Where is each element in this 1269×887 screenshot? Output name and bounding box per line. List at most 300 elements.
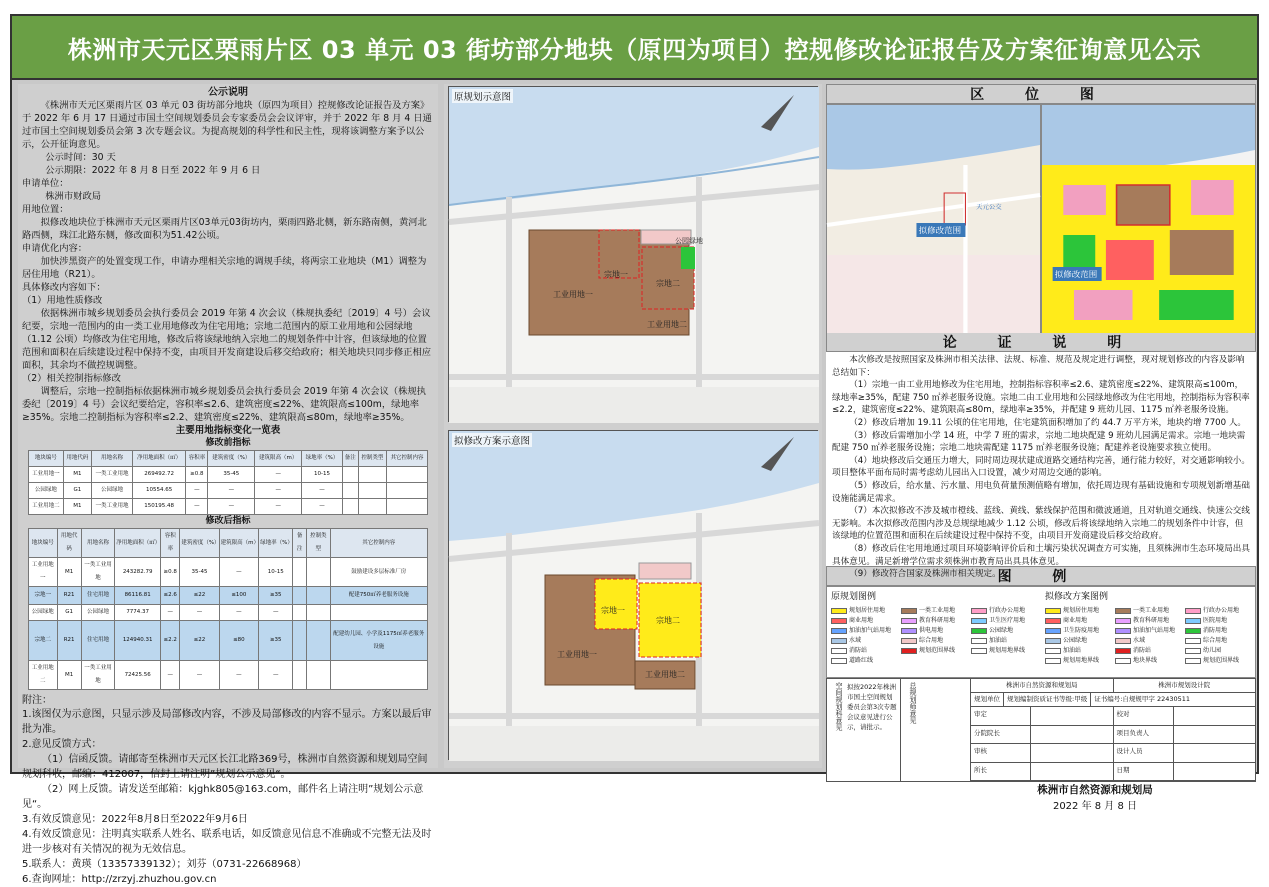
legend-label: 加油加气站用地 (849, 627, 892, 634)
legend-swatch (901, 618, 917, 624)
footer-date: 2022 年 8 月 8 日 (1052, 801, 1138, 812)
argument-item: （5）修改后，给水量、污水量、用电负荷量预测值略有增加，依托周边现有基础设施和专项规划新增基础设施能满足需求。 (832, 480, 1250, 504)
legend-item (1045, 635, 1111, 644)
table-cell: — (219, 661, 258, 690)
legend-item (1115, 655, 1181, 664)
table-cell: ≤80 (219, 621, 258, 661)
table-row (29, 661, 428, 690)
legend-swatch (971, 638, 987, 644)
table-row (29, 483, 428, 499)
map-column (444, 84, 822, 768)
table-cell (358, 483, 386, 499)
proposed-map-label: 拟修改方案示意图 (452, 433, 532, 447)
location-maps (826, 104, 1256, 332)
location-marker-left: 拟修改范围 (918, 225, 962, 235)
table-cell: ≥0.8 (161, 558, 180, 587)
table-main-title: 主要用地指标变化一览表 (175, 425, 281, 436)
legend-label: 教育科研用地 (1133, 617, 1170, 624)
notice-board (10, 14, 1259, 885)
legend-swatch (971, 628, 987, 634)
table-cell: ≤22 (180, 621, 219, 661)
table-cell: 35-45 (208, 467, 255, 483)
legend-label: 规划用地界线 (989, 647, 1026, 654)
table-cell: 配建750㎡养老服务设施 (330, 587, 428, 605)
titleblock-row (971, 726, 1255, 745)
table-cell: ≤2.6 (161, 587, 180, 605)
titleblock-row-label: 审核 (971, 744, 1031, 762)
table-cell: — (219, 558, 258, 587)
table-cell (342, 499, 358, 515)
legend-label: 规划范围界线 (1203, 657, 1240, 664)
legend-item (971, 645, 1037, 654)
table-header-cell: 容积率 (186, 451, 208, 467)
legend-item (901, 645, 967, 654)
table-after (28, 528, 428, 690)
titleblock-unit-row (971, 693, 1255, 707)
table-cell: — (161, 605, 180, 621)
legend-item (1045, 645, 1111, 654)
table-cell (330, 605, 428, 621)
table-cell (330, 661, 428, 690)
legend-label: 规划居住用地 (849, 607, 886, 614)
table-header-cell: 用地代码 (63, 451, 91, 467)
legend-item (1045, 605, 1111, 614)
titleblock-org: 株洲市自然资源和规划局 (971, 679, 1114, 692)
table-cell (306, 621, 330, 661)
legend-swatch (1115, 608, 1131, 614)
legend-label: 卫生医疗用地 (989, 617, 1026, 624)
table-cell: 10-15 (259, 558, 293, 587)
table-cell: 公园绿地 (92, 483, 133, 499)
location-map-right-svg (1042, 105, 1255, 333)
legend-item (1185, 655, 1251, 664)
appendix-note-3: 3.有效反馈意见：2022年8月8日至2022年9月6日 (22, 814, 248, 825)
chief-cell (901, 679, 971, 781)
legend-label: 规划用地界线 (1063, 657, 1100, 664)
appendix-note-4: 4.有效反馈意见：注明真实联系人姓名、联系电话，如反馈意见信息不准确或不完整无法及时进一步核对有关情况的视为无效信息。 (22, 829, 432, 855)
table-cell (306, 587, 330, 605)
table-cell: — (161, 661, 180, 690)
location-text: 拟修改地块位于株洲市天元区栗雨片区03单元03街坊内，栗雨四路北侧，新东路南侧，黄河北路西侧，珠江北路东侧，修改面积为51.42公顷。 (22, 217, 427, 241)
table-cell: 工业用地一 (29, 467, 64, 483)
table-header-cell: 绿地率（%） (302, 451, 343, 467)
appendix-note-6: 6.查询网址：http://zrzyj.zhuzhou.gov.cn (22, 874, 217, 885)
titleblock-right (971, 679, 1255, 781)
legend-label: 一类工业用地 (1133, 607, 1170, 614)
legend-swatch (971, 618, 987, 624)
table-cell: M1 (63, 499, 91, 515)
parcel1-proposed (595, 579, 637, 629)
park-label-original: 公园绿地 (675, 237, 703, 245)
table-header-cell: 备注 (293, 529, 307, 558)
legend-label: 消防站 (849, 647, 868, 654)
appendix-note-5: 5.联系人：黄瑛（13357339132）；刘芬（0731-22668968） (22, 859, 307, 870)
table-cell: — (255, 499, 302, 515)
legend-swatch (1045, 658, 1061, 664)
titleblock-row-label2: 设计人员 (1114, 744, 1174, 762)
table-header-cell: 建筑限高（m） (255, 451, 302, 467)
legend-label: 道路红线 (849, 657, 874, 664)
table-header-cell: 用地名称 (92, 451, 133, 467)
legend-swatch (1045, 628, 1061, 634)
legend-swatch (1045, 608, 1061, 614)
notice-panel (18, 84, 438, 885)
legend-label: 一类工业用地 (919, 607, 956, 614)
legend-proposed-title: 拟修改方案图例 (1045, 592, 1109, 602)
table-cell: — (180, 661, 219, 690)
table-cell: — (255, 467, 302, 483)
legend-item (831, 625, 897, 634)
table-cell: — (255, 483, 302, 499)
legend-label: 规划范围界线 (919, 647, 956, 654)
legend-item (1185, 605, 1251, 614)
industry2-label-original: 工业用地二 (647, 320, 687, 329)
argument-item: （3）修改后需增加小学 14 班，中学 7 班的需求，宗地二地块配建 9 班幼儿园满足需求。宗地一地块需配建 750 ㎡养老服务设施；宗地二地块需配建 1175 ㎡养老服务设施；配建养老设施要求独立使用。 (832, 430, 1246, 454)
legend-label: 综合用地 (1203, 637, 1228, 644)
table-cell (387, 483, 428, 499)
legend-swatch (901, 608, 917, 614)
legend-label: 加油站 (989, 637, 1008, 644)
table-header-cell: 地块编号 (29, 529, 58, 558)
table-cell: 配建幼儿园、小学及1175㎡养老服务设施 (330, 621, 428, 661)
sub2-heading: （2）相关控制指标修改 (22, 373, 121, 384)
legend-item (1115, 645, 1181, 654)
table-cell: 10554.65 (132, 483, 185, 499)
argument-item: （9）修改符合国家及株洲市相关规定。 (849, 569, 1001, 580)
table-cell: 一类工业用地 (92, 467, 133, 483)
table-cell (306, 558, 330, 587)
titleblock-rows (971, 707, 1255, 781)
table-cell (293, 605, 307, 621)
legend-item (831, 635, 897, 644)
legend-label: 供电用地 (919, 627, 944, 634)
legend-label: 商业用地 (1063, 617, 1088, 624)
legend (826, 586, 1256, 678)
table-cell (387, 499, 428, 515)
legend-label: 教育科研用地 (919, 617, 956, 624)
table-header-cell: 绿地率（%） (259, 529, 293, 558)
legend-label: 加油站 (1063, 647, 1082, 654)
legend-swatch (1115, 628, 1131, 634)
legend-swatch (1115, 618, 1131, 624)
table-header-cell: 建筑限高（m） (219, 529, 258, 558)
legend-swatch (1185, 608, 1201, 614)
argument-item: （1）宗地一由工业用地修改为住宅用地，控制指标容积率≤2.6、建筑密度≤22%、建筑限高≤100m，绿地率≥35%，配建 750 ㎡养老服务设施。宗地二由工业用地和公园绿地修改为住宅用地，控制指标为容积率≤2.2，建筑密度≤22%、建筑限高≤80m，绿地率≥35%，并配建 9 班幼儿园、1175 ㎡养老服务设施。 (832, 380, 1250, 416)
table-cell: ≥35 (259, 621, 293, 661)
legend-item (971, 615, 1037, 624)
table-cell: 86116.81 (115, 587, 161, 605)
legend-item (1115, 635, 1181, 644)
legend-item (1185, 625, 1251, 634)
legend-label: 水域 (849, 637, 862, 644)
table-cell: ≤100 (219, 587, 258, 605)
industry2-label-proposed: 工业用地二 (645, 670, 685, 679)
legend-swatch (1115, 658, 1131, 664)
table-cell: ≥0.8 (186, 467, 208, 483)
table-cell: 工业用地一 (29, 558, 58, 587)
legend-swatch (1045, 638, 1061, 644)
table-header-cell: 控制类型 (358, 451, 386, 467)
legend-swatch (1185, 658, 1201, 664)
opinion-cell (827, 679, 901, 781)
legend-swatch (831, 608, 847, 614)
legend-item (1115, 615, 1181, 624)
legend-swatch (831, 618, 847, 624)
table-cell: 鼓励建设多层标准厂房 (330, 558, 428, 587)
table-cell: R21 (57, 587, 81, 605)
parcel1-label-proposed: 宗地一 (601, 606, 625, 615)
sub1-text: 依据株洲市城乡规划委员会执行委员会 2019 年第 4 次会议（株规执委纪〔2019〕4 号）会议纪要，宗地一范围内的由一类工业用地修改为住宅用地；宗地二范围内的原工业用地和公园绿地（1.12 公顷）均修改为住宅用地，修改后将该绿地纳入宗地二的规划条件中计容，但该绿地的位置范围和面积在后续建设过程中保持不变，由项目开发商建设后移交给政府；相关地块只同步修正相应面积，其余均不做控规调整。 (22, 308, 432, 371)
table-cell: 工业用地二 (29, 661, 58, 690)
original-plan-map (448, 86, 818, 422)
notice-heading: 公示说明 (208, 87, 248, 98)
legend-proposed (1041, 587, 1255, 677)
table-cell (306, 661, 330, 690)
legend-item (971, 625, 1037, 634)
table-cell: ≤2.2 (161, 621, 180, 661)
table-cell (293, 621, 307, 661)
legend-item (1115, 625, 1181, 634)
park-original (681, 247, 695, 269)
applicant-value: 株洲市财政局 (45, 191, 102, 202)
table-cell (342, 467, 358, 483)
notice-period-dates: 公示期限：2022 年 8 月 8 日至 2022 年 9 月 6 日 (45, 165, 261, 176)
table-cell: G1 (63, 483, 91, 499)
legend-swatch (901, 638, 917, 644)
opinion-title: 空间规划科意见 (835, 682, 843, 731)
table-cell: 一类工业用地 (81, 661, 115, 690)
table-cell: 243282.79 (115, 558, 161, 587)
table-cell: 一类工业用地 (92, 499, 133, 515)
legend-item (1045, 615, 1111, 624)
argument-heading: 论 证 说 明 (826, 332, 1256, 352)
titleblock-cert: 证书编号:自规规甲字 22430511 (1094, 695, 1191, 703)
argument-item: （7）本次拟修改不涉及城市橙线、蓝线、黄线、紫线保护范围和微波通道，且对轨道交通线、快速公交线无影响。本次拟修改范围内涉及总规绿地减少 1.12 公顷，修改后将该绿地纳入宗地二的规划条件中计容，但该绿地的位置范围和面积在后续建设过程中保持不变，由项目开发商建设后移交给政府。 (832, 506, 1250, 542)
legend-label: 行政办公用地 (1203, 607, 1240, 614)
table-header-cell: 地块编号 (29, 451, 64, 467)
titleblock-header (971, 679, 1255, 693)
argument-item: （8）修改后住宅用地通过项目环境影响评价后和土壤污染状况调查方可实施，且须株洲市生态环境局出具具体意见。满足新增学位需求须株洲市教育局出具具体意见。 (832, 543, 1250, 567)
table-cell: 宗地一 (29, 587, 58, 605)
table-cell: 124940.31 (115, 621, 161, 661)
page-title: 株洲市天元区栗雨片区 03 单元 03 街坊部分地块（原四为项目）控规修改论证报告及方案征询意见公示 (12, 16, 1257, 80)
applicant-label: 申请单位： (22, 178, 69, 189)
legend-item (901, 635, 967, 644)
table-cell: 269492.72 (132, 467, 185, 483)
table-cell: 一类工业用地 (81, 558, 115, 587)
legend-label: 消防站 (1133, 647, 1152, 654)
table-cell (293, 558, 307, 587)
table-cell: M1 (63, 467, 91, 483)
table-cell: — (302, 483, 343, 499)
table-before-title: 修改前指标 (205, 438, 251, 448)
parcel1-label-original: 宗地一 (604, 270, 628, 279)
legend-swatch (901, 648, 917, 654)
appendix-note-2b: （2）网上反馈。请发送至邮箱：kjghk805@163.com，邮件名上请注明”规划公示意见“。 (22, 784, 424, 810)
legend-swatch (1115, 648, 1131, 654)
table-cell: M1 (57, 661, 81, 690)
apply-text: 加快涉黑资产的处置变现工作，申请办理相关宗地的调规手续，将两宗工业地块（M1）调整为居住用地（R21）。 (22, 256, 427, 280)
proposed-plan-map (448, 430, 818, 760)
legend-label: 商业用地 (849, 617, 874, 624)
table-cell: 10-15 (302, 467, 343, 483)
table-cell (306, 605, 330, 621)
notice-period-time: 公示时间：30 天 (45, 152, 116, 163)
legend-item (901, 615, 967, 624)
original-map-label: 原规划示意图 (452, 89, 513, 103)
location-heading: 区 位 图 (826, 84, 1256, 104)
table-before (28, 450, 428, 515)
parcel2-label-original: 宗地二 (656, 279, 680, 288)
table-cell: — (219, 605, 258, 621)
notice-intro: 《株洲市天元区栗雨片区 03 单元 03 街坊部分地块（原四为项目）控规修改论证报告及方案》于 2022 年 6 月 17 日通过市国土空间规划委员会专家委员会会议评审，并于 2022 年 8 月 4 日通过市国土空间规划委员会第 3 次专题会议。为提高规划的科学性和民主性，现将该调整方案予以公示，公开征询意见。 (22, 100, 432, 150)
legend-label: 规划居住用地 (1063, 607, 1100, 614)
legend-item (901, 625, 967, 634)
legend-item (1185, 615, 1251, 624)
legend-label: 消防用地 (1203, 627, 1228, 634)
original-map-svg (449, 87, 819, 423)
titleblock-agency: 株洲市规划设计院 (1158, 681, 1211, 689)
titleblock-row-label: 分院院长 (971, 726, 1031, 744)
table-row (29, 605, 428, 621)
chief-title: 总规划师意见 (909, 682, 917, 724)
titleblock-unit-label: 规划单位 (971, 693, 1004, 706)
title-block (826, 678, 1256, 782)
legend-label: 水域 (1133, 637, 1146, 644)
legend-item (971, 605, 1037, 614)
titleblock-row-label: 审定 (971, 707, 1031, 725)
legend-swatch (1185, 648, 1201, 654)
table-cell (387, 467, 428, 483)
legend-item (901, 605, 967, 614)
location-map-left (826, 104, 1041, 332)
legend-swatch (831, 658, 847, 664)
legend-label: 幼儿园 (1203, 647, 1222, 654)
argument-item: （4）地块修改后交通压力增大，同时周边现状建成道路交通结构完善，通行能力较好，对交通影响较小。项目整体平面布局时需考虑幼儿园出入口设置，减少对周边交通的影响。 (832, 455, 1250, 479)
table-cell: — (259, 605, 293, 621)
footer-org: 株洲市自然资源和规划局 (1037, 784, 1153, 796)
legend-heading: 图 例 (826, 566, 1256, 586)
legend-swatch (1115, 638, 1131, 644)
table-cell: ≤22 (180, 587, 219, 605)
appendix-note-2a: （1）信函反馈。请邮寄至株洲市天元区长江北路369号，株洲市自然资源和规划局空间规划科收，邮编：412007，信封上请注明”规划公示意见“。 (22, 754, 428, 780)
table-cell: 150195.48 (132, 499, 185, 515)
table-cell: — (208, 483, 255, 499)
table-after-title: 修改后指标 (205, 516, 251, 526)
legend-label: 加油加气站用地 (1133, 627, 1176, 634)
titleblock-unit: 规划编制资质证书等级:甲级 (1004, 693, 1091, 706)
legend-original (827, 587, 1041, 677)
titleblock-row-label2: 项目负责人 (1114, 726, 1174, 744)
apply-label: 申请优化内容： (22, 243, 88, 254)
legend-item (831, 605, 897, 614)
table-row (29, 558, 428, 587)
argument-item: （2）修改后增加 19.11 公顷的住宅用地，住宅建筑面积增加了约 44.7 万平方米，地块约增 7700 人。 (849, 417, 1247, 428)
legend-item (971, 635, 1037, 644)
table-header-cell: 备注 (342, 451, 358, 467)
legend-swatch (1045, 618, 1061, 624)
table-header-cell: 控制类型 (306, 529, 330, 558)
legend-swatch (971, 648, 987, 654)
legend-item (1115, 605, 1181, 614)
table-cell (358, 499, 386, 515)
titleblock-row (971, 744, 1255, 763)
location-label: 用地位置： (22, 204, 69, 215)
legend-item (831, 655, 897, 664)
argument-intro: 本次修改是按照国家及株洲市相关法律、法规、标准、规范及规定进行调整，现对规划修改的内容及影响总结如下： (832, 355, 1245, 378)
table-row (29, 587, 428, 605)
legend-label: 卫生防疫用地 (1063, 627, 1100, 634)
table-cell: — (186, 483, 208, 499)
table-cell: 72425.56 (115, 661, 161, 690)
table-header-cell: 净用地面积（㎡） (115, 529, 161, 558)
location-map-left-svg (827, 105, 1040, 333)
legend-swatch (971, 608, 987, 614)
legend-label: 医院用地 (1203, 617, 1228, 624)
footer (1000, 782, 1190, 812)
argument-list (832, 379, 1250, 581)
table-header-cell: 用地代码 (57, 529, 81, 558)
legend-swatch (1045, 648, 1061, 654)
table-cell: 7774.37 (115, 605, 161, 621)
legend-label: 综合用地 (919, 637, 944, 644)
legend-label: 公园绿地 (1063, 637, 1088, 644)
table-cell: — (180, 605, 219, 621)
appendix-note-1: 1.该图仅为示意图，只显示涉及局部修改内容，不涉及局部修改的内容不显示。方案以最后审批为准。 (22, 709, 432, 735)
table-cell: M1 (57, 558, 81, 587)
parcel2-label-proposed: 宗地二 (656, 616, 680, 625)
table-cell: — (259, 661, 293, 690)
titleblock-row (971, 707, 1255, 726)
legend-original-title: 原规划图例 (831, 592, 877, 602)
location-marker-right: 拟修改范围 (1054, 269, 1098, 279)
appendix (22, 694, 434, 887)
table-cell: 住宅用地 (81, 587, 115, 605)
legend-swatch (1185, 618, 1201, 624)
table-header-cell: 建筑密度（%） (208, 451, 255, 467)
proposed-map-svg (449, 431, 819, 761)
legend-swatch (831, 628, 847, 634)
legend-swatch (901, 628, 917, 634)
sub1-heading: （1）用地性质修改 (22, 295, 103, 306)
legend-swatch (1185, 638, 1201, 644)
opinion-text: 拟按2022年株洲市国土空间规划委员会第3次专题会议意见进行公示，请批示。 (847, 683, 897, 731)
titleblock-row (971, 763, 1255, 782)
legend-label: 地块界线 (1133, 657, 1158, 664)
legend-item (1045, 655, 1111, 664)
table-cell (358, 467, 386, 483)
table-cell: 公园绿地 (29, 483, 64, 499)
table-cell: 宗地二 (29, 621, 58, 661)
table-header-cell: 用地名称 (81, 529, 115, 558)
table-cell: ≥35 (259, 587, 293, 605)
industry1-label-original: 工业用地一 (553, 290, 593, 299)
table-cell: 住宅用地 (81, 621, 115, 661)
right-column (826, 84, 1256, 774)
table-row (29, 499, 428, 515)
legend-label: 公园绿地 (989, 627, 1014, 634)
location-station: 天元公交 (976, 204, 1002, 211)
table-cell: 35-45 (180, 558, 219, 587)
legend-item (831, 615, 897, 624)
table-row (29, 621, 428, 661)
table-header-cell: 净用地面积（㎡） (132, 451, 185, 467)
appendix-note-2: 2.意见反馈方式： (22, 739, 102, 750)
table-cell: G1 (57, 605, 81, 621)
table-cell: 工业用地二 (29, 499, 64, 515)
table-cell: 公园绿地 (29, 605, 58, 621)
titleblock-row-label2: 校对 (1114, 707, 1174, 725)
